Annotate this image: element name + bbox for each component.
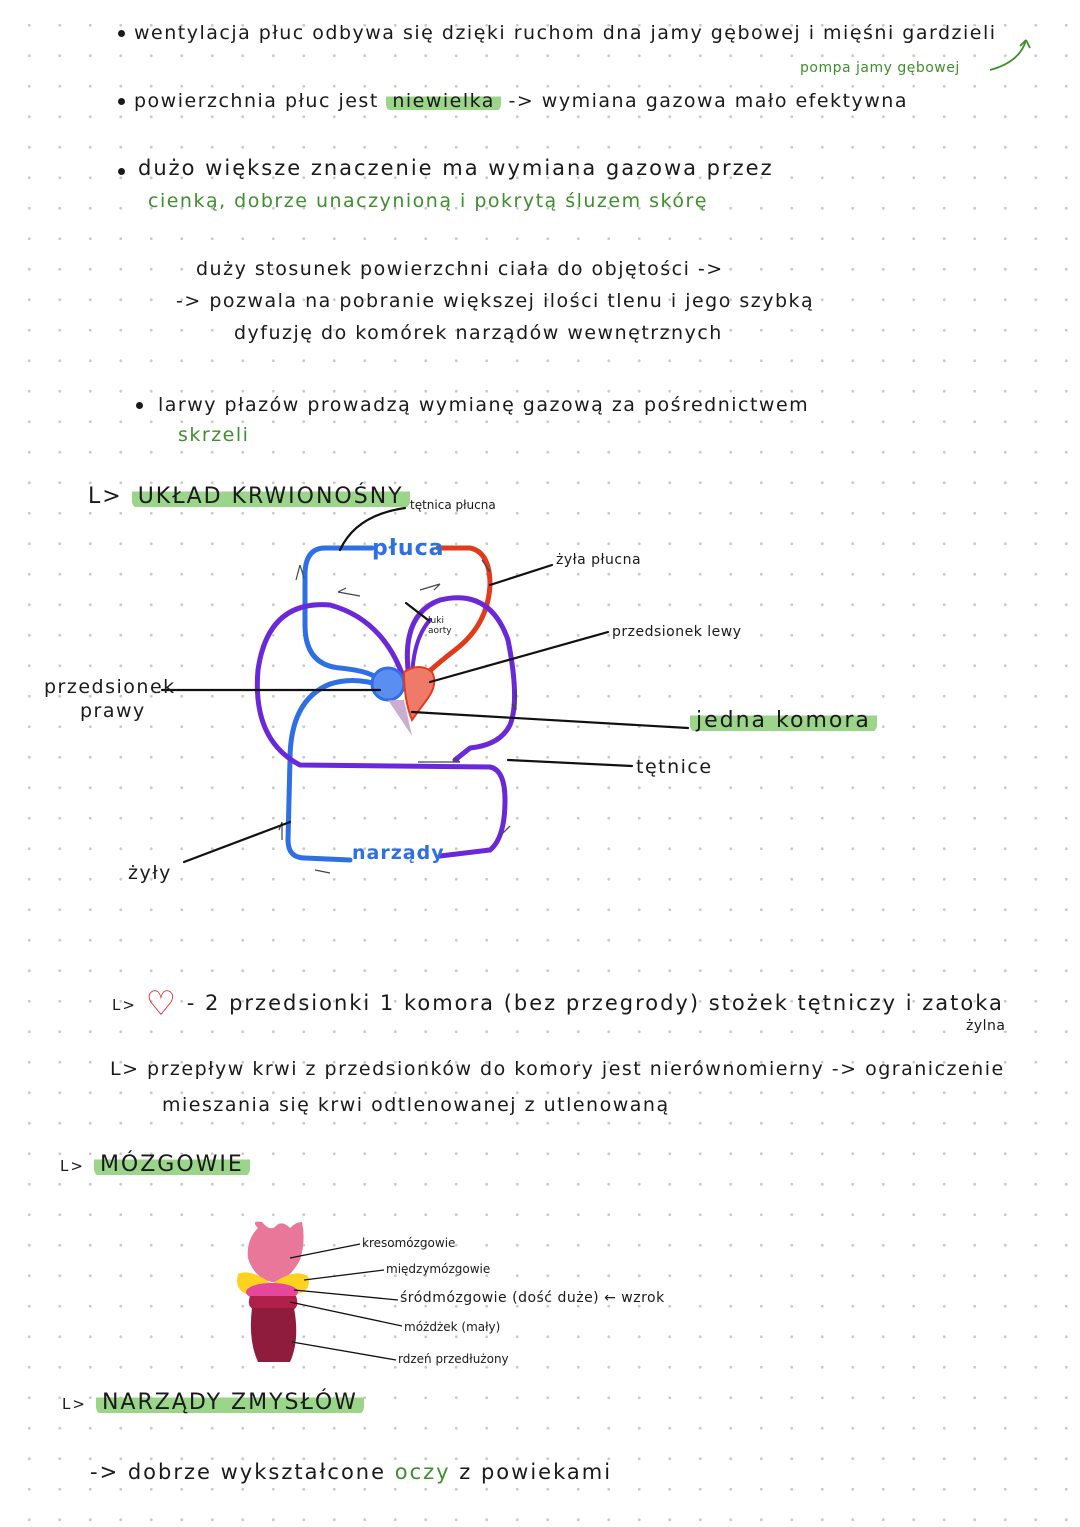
note-green-pump: pompa jamy gębowej — [800, 60, 960, 76]
right-atrium-shape — [372, 668, 404, 700]
cerebellum-shape — [249, 1296, 297, 1310]
label-aortic-arches: łuki aorty — [428, 616, 452, 636]
note-line-ventilation: wentylacja płuc odbywa się dzięki ruchom dna jamy gębowej i mięśni gardzieli — [134, 22, 997, 44]
note-line-ratio: duży stosunek powierzchni ciała do objętości -> — [196, 258, 724, 280]
heading-arrow: L> — [62, 1395, 87, 1413]
heart-icon: ♡ — [145, 984, 179, 1024]
note-line-oxygen: -> pozwala na pobranie większej ilości tlenu i jego szybką — [176, 290, 815, 312]
label-arteries: tętnice — [636, 756, 713, 778]
leader-diencephalon — [304, 1270, 384, 1280]
heart-line-1-sub: żylna — [966, 1018, 1006, 1034]
senses-line-1 — [90, 1460, 612, 1484]
label-veins: żyły — [128, 862, 172, 884]
leader-arteries — [508, 760, 632, 766]
note-text: powierzchnia płuc jest — [134, 90, 379, 112]
leader-veins — [184, 822, 290, 862]
label-pulmonary-vein: żyła płucna — [556, 552, 642, 568]
label-left-atrium: przedsionek lewy — [612, 624, 742, 640]
leader-midbrain — [294, 1290, 398, 1300]
heading-text: UKŁAD KRWIONOŚNY — [132, 484, 410, 509]
note-text: -> wymiana gazowa mało efektywna — [508, 90, 908, 112]
heading-arrow: L> — [88, 484, 123, 509]
leader-medulla — [292, 1342, 396, 1360]
label-ventricle — [690, 708, 877, 733]
note-green-gills: skrzeli — [178, 424, 250, 446]
label-pulmonary-artery: tętnica płucna — [410, 498, 496, 512]
green-arrow — [990, 40, 1030, 70]
senses-text: -> dobrze wykształcone — [90, 1460, 387, 1484]
note-line-diffusion: dyfuzję do komórek narządów wewnętrznych — [234, 322, 723, 344]
label-medulla: rdzeń przedłużony — [398, 1352, 509, 1366]
senses-eyes: oczy — [394, 1460, 451, 1484]
label-right-atrium-2: prawy — [80, 700, 146, 722]
systemic-vein-vessel — [288, 680, 382, 860]
leader-left-atrium — [430, 632, 608, 682]
label-organs: narządy — [352, 842, 445, 864]
heart-arrow: L> — [112, 996, 137, 1014]
heart-line-1 — [112, 984, 1004, 1024]
label-ventricle-text: jedna komora — [690, 708, 877, 733]
leader-cerebellum — [290, 1302, 402, 1326]
heading-text: NARZĄDY ZMYSŁÓW — [96, 1390, 364, 1415]
heading-arrow: L> — [60, 1157, 85, 1175]
senses-text: z powiekami — [459, 1460, 613, 1484]
forebrain-shape — [248, 1222, 304, 1282]
heading-text: MÓZGOWIE — [94, 1152, 250, 1177]
pulmonary-artery-vessel — [305, 548, 382, 685]
leader-ventricle — [412, 712, 688, 728]
brain-diagram — [237, 1222, 309, 1362]
heart-line-3: mieszania się krwi odtlenowanej z utlenowaną — [162, 1094, 670, 1116]
label-right-atrium-1: przedsionek — [44, 676, 176, 698]
medulla-shape — [251, 1308, 296, 1362]
note-green-skin: cienką, dobrze unaczynioną i pokrytą śluzem skórę — [148, 190, 708, 212]
brain-heading — [60, 1152, 250, 1177]
note-line-skin-exchange: dużo większe znaczenie ma wymiana gazowa przez — [138, 156, 774, 180]
label-lungs: płuca — [372, 536, 445, 561]
label-cerebellum: móżdżek (mały) — [404, 1320, 501, 1334]
senses-heading — [62, 1390, 364, 1415]
heart-text: - 2 przedsionki 1 komora (bez przegrody) stożek tętniczy i zatoka — [186, 991, 1004, 1015]
heart-line-2: L> przepływ krwi z przedsionków do komory jest nierównomierny -> ograniczenie — [110, 1058, 1005, 1080]
pulmonary-vein-vessel — [420, 548, 490, 680]
label-diencephalon: międzymózgowie — [386, 1262, 491, 1276]
note-line-larvae: larwy płazów prowadzą wymianę gazową za pośrednictwem — [158, 394, 810, 416]
highlight-small: niewielka — [386, 90, 501, 112]
label-forebrain: kresomózgowie — [362, 1236, 456, 1250]
leader-pulmonary-vein — [490, 565, 552, 585]
label-midbrain: śródmózgowie (dość duże) ← wzrok — [400, 1290, 665, 1306]
